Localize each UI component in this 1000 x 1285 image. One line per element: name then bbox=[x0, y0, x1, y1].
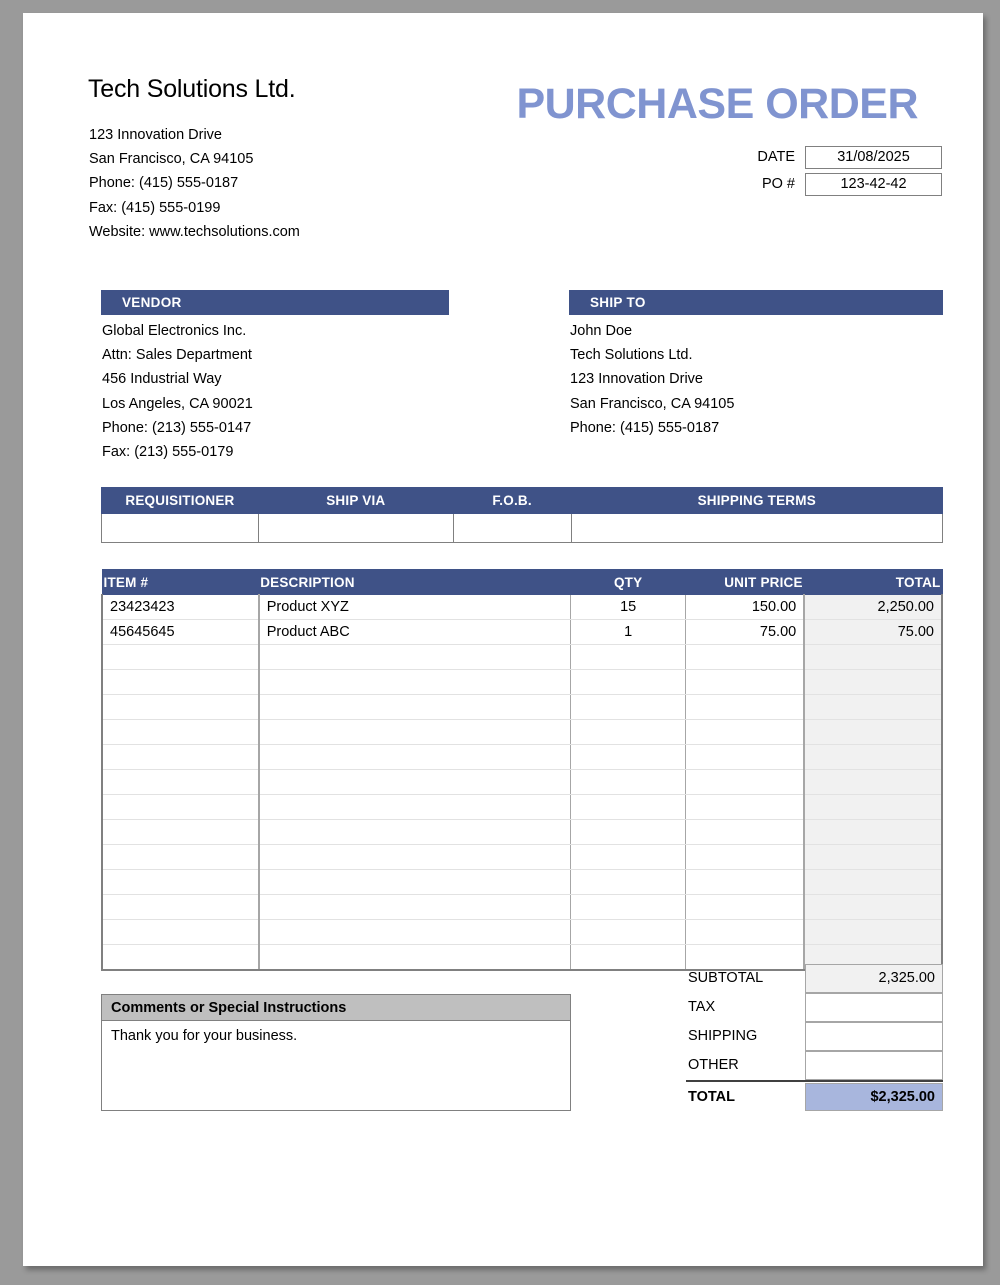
shipping-terms-field[interactable] bbox=[571, 514, 943, 543]
line-items-table bbox=[101, 569, 943, 971]
table-row bbox=[102, 720, 942, 745]
totals-label: TAX bbox=[688, 999, 716, 1015]
shipping-info-value-row bbox=[102, 514, 943, 543]
ship-via-field[interactable] bbox=[258, 514, 453, 543]
ship-to-address bbox=[569, 315, 943, 440]
cell-unit-price[interactable] bbox=[685, 670, 804, 695]
cell-unit-price[interactable] bbox=[685, 870, 804, 895]
cell-qty[interactable] bbox=[571, 845, 686, 870]
table-row bbox=[102, 820, 942, 845]
comments-text[interactable]: Thank you for your business. bbox=[111, 1028, 298, 1044]
cell-qty[interactable] bbox=[571, 820, 686, 845]
company-address-line: 123 Innovation Drive bbox=[89, 127, 222, 143]
totals-value[interactable]: 2,325.00 bbox=[805, 964, 943, 993]
ship-to-line: Tech Solutions Ltd. bbox=[570, 347, 693, 364]
header-qty: QTY bbox=[571, 570, 686, 595]
vendor-line: Phone: (213) 555-0147 bbox=[102, 419, 252, 436]
cell-description[interactable] bbox=[259, 945, 571, 970]
header-shipping-terms: SHIPPING TERMS bbox=[571, 488, 943, 514]
vendor-line: Attn: Sales Department bbox=[102, 347, 252, 364]
cell-description[interactable] bbox=[259, 895, 571, 920]
date-field[interactable]: 31/08/2025 bbox=[805, 146, 942, 169]
cell-item-number[interactable] bbox=[102, 870, 259, 895]
cell-item-number[interactable] bbox=[102, 670, 259, 695]
vendor-address bbox=[101, 315, 449, 464]
vendor-line: Fax: (213) 555-0179 bbox=[102, 444, 234, 461]
cell-unit-price[interactable] bbox=[685, 920, 804, 945]
cell-unit-price[interactable] bbox=[685, 770, 804, 795]
grand-total-row bbox=[686, 1083, 943, 1111]
cell-description[interactable] bbox=[259, 920, 571, 945]
cell-qty[interactable] bbox=[571, 645, 686, 670]
document-header bbox=[23, 13, 983, 263]
comments-heading: Comments or Special Instructions bbox=[102, 995, 570, 1021]
ship-to-heading: SHIP TO bbox=[569, 290, 943, 315]
cell-item-number[interactable] bbox=[102, 895, 259, 920]
cell-total[interactable] bbox=[804, 645, 942, 670]
cell-unit-price[interactable] bbox=[685, 795, 804, 820]
company-address-line: San Francisco, CA 94105 bbox=[89, 151, 254, 168]
cell-qty[interactable] bbox=[571, 670, 686, 695]
requisitioner-field[interactable] bbox=[102, 514, 259, 543]
fob-field[interactable] bbox=[453, 514, 571, 543]
cell-item-number[interactable]: 45645645 bbox=[102, 620, 259, 645]
totals-value[interactable] bbox=[805, 1051, 943, 1080]
cell-unit-price[interactable] bbox=[685, 820, 804, 845]
ship-to-line: 123 Innovation Drive bbox=[570, 371, 703, 388]
cell-qty[interactable]: 15 bbox=[571, 595, 686, 620]
company-address bbox=[89, 123, 300, 244]
header-unit-price: UNIT PRICE bbox=[685, 570, 804, 595]
cell-description[interactable] bbox=[259, 645, 571, 670]
table-row bbox=[102, 595, 942, 620]
table-row bbox=[102, 620, 942, 645]
cell-total[interactable] bbox=[804, 770, 942, 795]
cell-item-number[interactable] bbox=[102, 745, 259, 770]
cell-total[interactable]: 75.00 bbox=[804, 620, 942, 645]
po-number-label: PO # bbox=[761, 176, 795, 192]
totals-row bbox=[686, 964, 943, 993]
totals-value[interactable] bbox=[805, 1022, 943, 1051]
cell-total[interactable] bbox=[804, 745, 942, 770]
cell-qty[interactable] bbox=[571, 770, 686, 795]
cell-total[interactable] bbox=[804, 870, 942, 895]
table-row bbox=[102, 920, 942, 945]
cell-qty[interactable] bbox=[571, 870, 686, 895]
vendor-line: 456 Industrial Way bbox=[102, 371, 222, 388]
cell-total[interactable] bbox=[804, 720, 942, 745]
totals-row bbox=[686, 993, 943, 1022]
comments-box bbox=[101, 994, 571, 1111]
purchase-order-page bbox=[23, 13, 983, 1266]
cell-description[interactable]: Product ABC bbox=[259, 620, 571, 645]
ship-to-line: San Francisco, CA 94105 bbox=[570, 395, 735, 412]
table-row bbox=[102, 670, 942, 695]
cell-unit-price[interactable] bbox=[685, 695, 804, 720]
cell-unit-price[interactable] bbox=[685, 845, 804, 870]
cell-item-number[interactable] bbox=[102, 770, 259, 795]
cell-qty[interactable] bbox=[571, 895, 686, 920]
ship-to-line: John Doe bbox=[570, 323, 633, 339]
table-row bbox=[102, 845, 942, 870]
totals-label: SHIPPING bbox=[688, 1028, 758, 1044]
header-requisitioner: REQUISITIONER bbox=[102, 488, 259, 514]
cell-description[interactable] bbox=[259, 720, 571, 745]
cell-description[interactable] bbox=[259, 695, 571, 720]
cell-item-number[interactable] bbox=[102, 920, 259, 945]
cell-item-number[interactable] bbox=[102, 695, 259, 720]
date-row bbox=[719, 146, 942, 169]
cell-qty[interactable] bbox=[571, 795, 686, 820]
cell-qty[interactable] bbox=[571, 695, 686, 720]
line-items-header-row bbox=[102, 570, 942, 595]
vendor-line: Los Angeles, CA 90021 bbox=[102, 395, 253, 412]
totals-panel bbox=[686, 964, 943, 1111]
vendor-heading: VENDOR bbox=[101, 290, 449, 315]
date-label: DATE bbox=[757, 149, 795, 165]
cell-total[interactable] bbox=[804, 820, 942, 845]
line-items-body bbox=[102, 595, 942, 970]
header-item-number: ITEM # bbox=[102, 570, 259, 595]
shipping-info-table bbox=[101, 487, 943, 543]
cell-description[interactable] bbox=[259, 820, 571, 845]
table-row bbox=[102, 745, 942, 770]
company-address-line: Phone: (415) 555-0187 bbox=[89, 175, 239, 192]
cell-unit-price[interactable] bbox=[685, 645, 804, 670]
purchase-order-meta bbox=[719, 146, 942, 200]
totals-label: OTHER bbox=[688, 1057, 739, 1073]
cell-total[interactable] bbox=[804, 670, 942, 695]
cell-unit-price[interactable] bbox=[685, 720, 804, 745]
cell-total[interactable] bbox=[804, 920, 942, 945]
ship-to-line: Phone: (415) 555-0187 bbox=[570, 419, 720, 436]
cell-item-number[interactable] bbox=[102, 720, 259, 745]
ship-to-block bbox=[569, 290, 943, 440]
header-total: TOTAL bbox=[804, 570, 942, 595]
table-row bbox=[102, 870, 942, 895]
page-title: PURCHASE ORDER bbox=[516, 80, 918, 128]
cell-total[interactable] bbox=[804, 795, 942, 820]
po-number-field[interactable]: 123-42-42 bbox=[805, 173, 942, 196]
totals-value[interactable] bbox=[805, 993, 943, 1022]
cell-description[interactable] bbox=[259, 845, 571, 870]
shipping-info-header-row bbox=[102, 488, 943, 514]
company-name: Tech Solutions Ltd. bbox=[88, 75, 296, 103]
totals-row bbox=[686, 1051, 943, 1080]
totals-row bbox=[686, 1022, 943, 1051]
cell-description[interactable]: Product XYZ bbox=[259, 595, 571, 620]
cell-description[interactable] bbox=[259, 670, 571, 695]
cell-qty[interactable] bbox=[571, 720, 686, 745]
cell-description[interactable] bbox=[259, 770, 571, 795]
cell-qty[interactable] bbox=[571, 745, 686, 770]
grand-total-value: $2,325.00 bbox=[805, 1083, 943, 1111]
grand-total-label: TOTAL bbox=[688, 1089, 735, 1105]
cell-description[interactable] bbox=[259, 795, 571, 820]
cell-item-number[interactable] bbox=[102, 820, 259, 845]
cell-item-number[interactable]: 23423423 bbox=[102, 595, 259, 620]
header-ship-via: SHIP VIA bbox=[258, 488, 453, 514]
vendor-block bbox=[101, 290, 449, 464]
cell-total[interactable] bbox=[804, 895, 942, 920]
cell-qty[interactable]: 1 bbox=[571, 620, 686, 645]
company-address-line: Website: www.techsolutions.com bbox=[89, 223, 300, 240]
vendor-line: Global Electronics Inc. bbox=[102, 323, 247, 339]
po-number-row bbox=[719, 173, 942, 196]
cell-total[interactable]: 2,250.00 bbox=[804, 595, 942, 620]
cell-item-number[interactable] bbox=[102, 845, 259, 870]
table-row bbox=[102, 770, 942, 795]
table-row bbox=[102, 795, 942, 820]
table-row bbox=[102, 895, 942, 920]
cell-description[interactable] bbox=[259, 870, 571, 895]
header-description: DESCRIPTION bbox=[259, 570, 571, 595]
table-row bbox=[102, 695, 942, 720]
cell-item-number[interactable] bbox=[102, 645, 259, 670]
table-row bbox=[102, 645, 942, 670]
cell-unit-price[interactable] bbox=[685, 745, 804, 770]
cell-total[interactable] bbox=[804, 695, 942, 720]
cell-item-number[interactable] bbox=[102, 945, 259, 970]
cell-qty[interactable] bbox=[571, 920, 686, 945]
totals-label: SUBTOTAL bbox=[688, 970, 764, 986]
header-fob: F.O.B. bbox=[453, 488, 571, 514]
company-address-line: Fax: (415) 555-0199 bbox=[89, 199, 221, 216]
cell-unit-price[interactable]: 150.00 bbox=[685, 595, 804, 620]
cell-item-number[interactable] bbox=[102, 795, 259, 820]
cell-description[interactable] bbox=[259, 745, 571, 770]
cell-qty[interactable] bbox=[571, 945, 686, 970]
cell-unit-price[interactable] bbox=[685, 895, 804, 920]
cell-total[interactable] bbox=[804, 845, 942, 870]
cell-unit-price[interactable]: 75.00 bbox=[685, 620, 804, 645]
